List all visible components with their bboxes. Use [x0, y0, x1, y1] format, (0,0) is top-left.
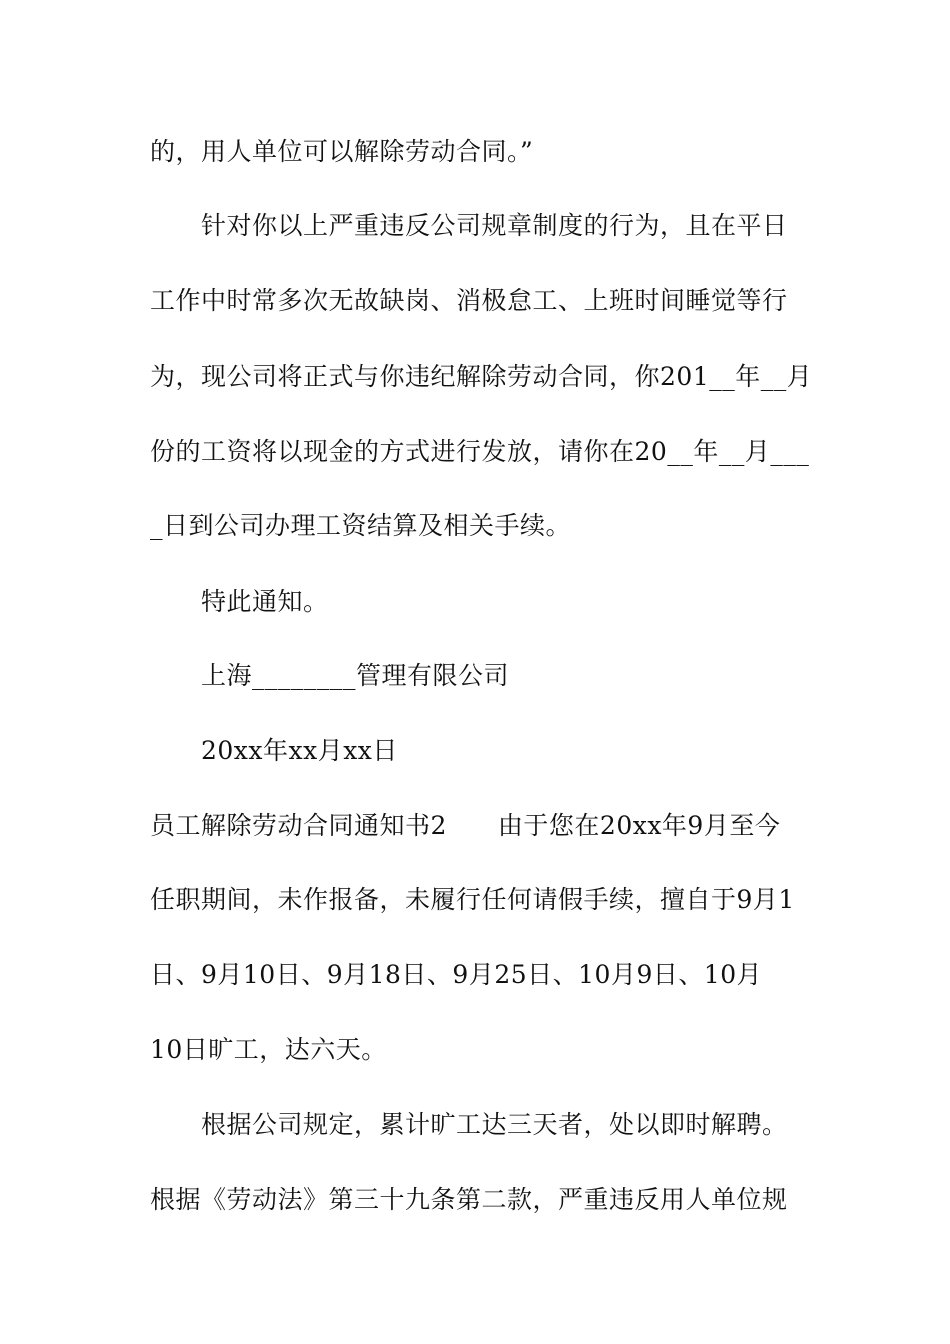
text-line: 任职期间，未作报备，未履行任何请假手续，擅自于9月1 [150, 885, 795, 914]
text-line: 10日旷工，达六天。 [150, 1035, 387, 1064]
text-line: 为，现公司将正式与你违纪解除劳动合同，你201__年__月 [150, 362, 813, 391]
text-line: _日到公司办理工资结算及相关手续。 [150, 511, 572, 540]
notice-heading-line: 员工解除劳动合同通知书2 由于您在20xx年9月至今 [150, 811, 781, 840]
paragraph-line: 根据公司规定，累计旷工达三天者，处以即时解聘。 [201, 1110, 788, 1139]
text-line: 日、9月10日、9月18日、9月25日、10月9日、10月 [150, 960, 763, 989]
date-line: 20xx年xx月xx日 [201, 736, 398, 765]
text-line: 根据《劳动法》第三十九条第二款，严重违反用人单位规 [150, 1185, 788, 1214]
text-line: 工作中时常多次无故缺岗、消极怠工、上班时间睡觉等行 [150, 286, 788, 315]
text-line: 的，用人单位可以解除劳动合同。” [150, 137, 534, 166]
paragraph-line: 针对你以上严重违反公司规章制度的行为，且在平日 [201, 211, 788, 240]
company-signature: 上海________管理有限公司 [201, 661, 510, 690]
text-line: 份的工资将以现金的方式进行发放，请你在20__年__月___ [150, 437, 810, 466]
closing-line: 特此通知。 [201, 587, 329, 616]
